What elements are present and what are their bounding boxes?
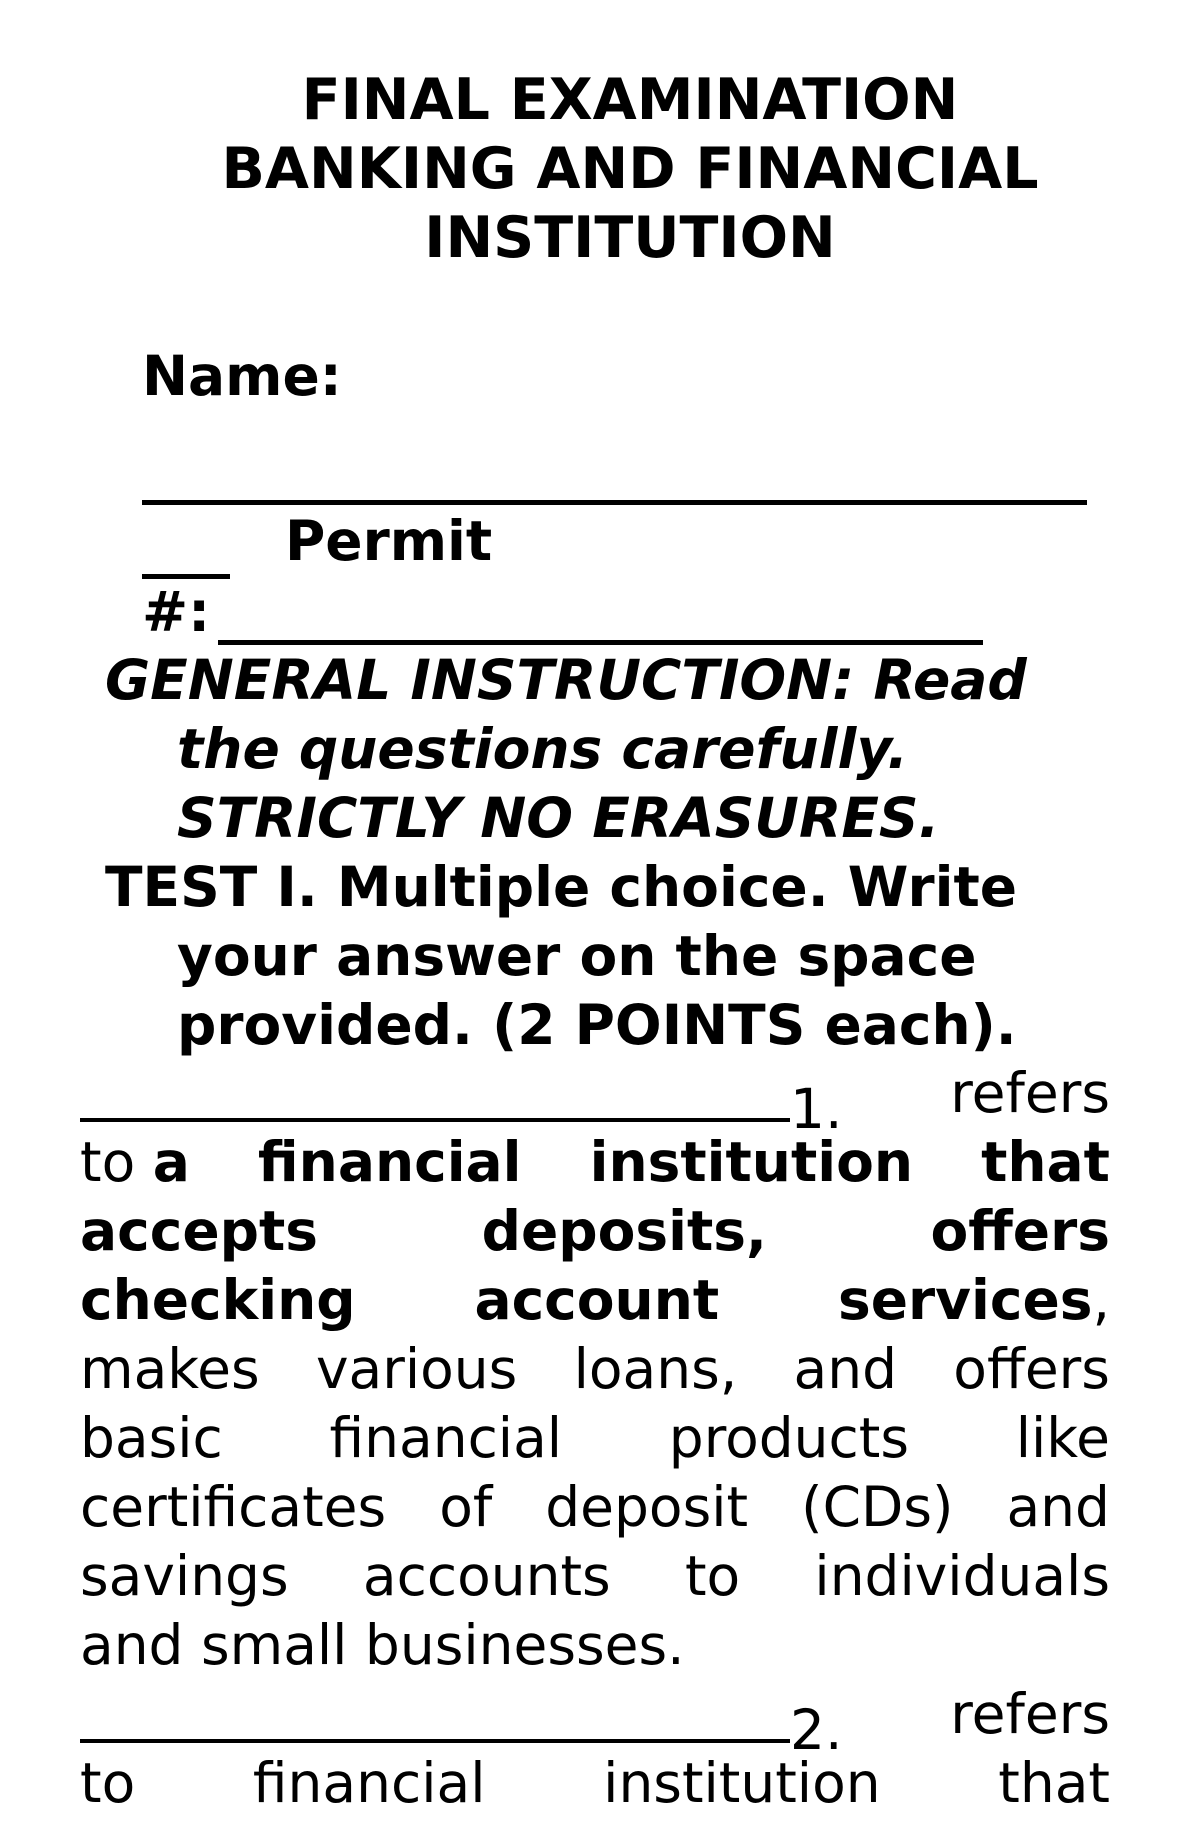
question-1-refers: refers	[950, 1061, 1110, 1125]
question-1-line-1: to a financial institution that	[80, 1130, 1110, 1194]
exam-title	[150, 66, 1110, 273]
question-1-line-5: basic financial products like	[80, 1406, 1110, 1470]
name-underline-1[interactable]	[142, 500, 1087, 505]
question-2-line-1: to financial institution that	[80, 1751, 1110, 1815]
question-2-answer-blank[interactable]	[80, 1680, 790, 1749]
general-instruction-line-3: STRICTLY NO ERASURES.	[177, 786, 940, 850]
test-instruction	[105, 853, 1105, 1060]
general-instruction-line-2: the questions carefully.	[177, 717, 909, 781]
question-1-number: 1.	[790, 1077, 843, 1141]
permit-label: Permit	[285, 509, 493, 573]
test-instruction-line-3: provided. (2 POINTS each).	[177, 993, 1017, 1057]
question-1-line-3: checking account services,	[80, 1268, 1110, 1332]
question-2-number: 2.	[790, 1698, 843, 1762]
question-1-line-8: and small businesses.	[80, 1613, 685, 1677]
test-instruction-line-2: your answer on the space	[177, 924, 977, 988]
question-2-answer-row	[80, 1680, 1110, 1762]
test-instruction-line-1: TEST I. Multiple choice. Write	[105, 855, 1018, 919]
question-1-line-6: certificates of deposit (CDs) and	[80, 1475, 1110, 1539]
question-1-line-7: savings accounts to individuals	[80, 1544, 1110, 1608]
name-label: Name:	[142, 344, 342, 408]
question-1-answer-row	[80, 1059, 1110, 1141]
question-1-answer-blank[interactable]	[80, 1059, 790, 1128]
question-1-line-2: accepts deposits, offers	[80, 1199, 1110, 1263]
general-instruction-line-1: GENERAL INSTRUCTION: Read	[105, 648, 1027, 712]
name-underline-2[interactable]	[142, 574, 230, 579]
question-1	[80, 1059, 1110, 1680]
permit-hash-label: #:	[142, 580, 211, 644]
permit-underline[interactable]	[218, 640, 983, 645]
title-line-1: FINAL EXAMINATION	[301, 67, 959, 133]
general-instruction	[105, 646, 1105, 853]
question-1-line-4: makes various loans, and offers	[80, 1337, 1110, 1401]
question-2-refers: refers	[950, 1682, 1110, 1746]
title-line-2: BANKING AND FINANCIAL	[221, 136, 1039, 202]
question-2	[80, 1680, 1110, 1818]
title-line-3: INSTITUTION	[424, 205, 836, 271]
